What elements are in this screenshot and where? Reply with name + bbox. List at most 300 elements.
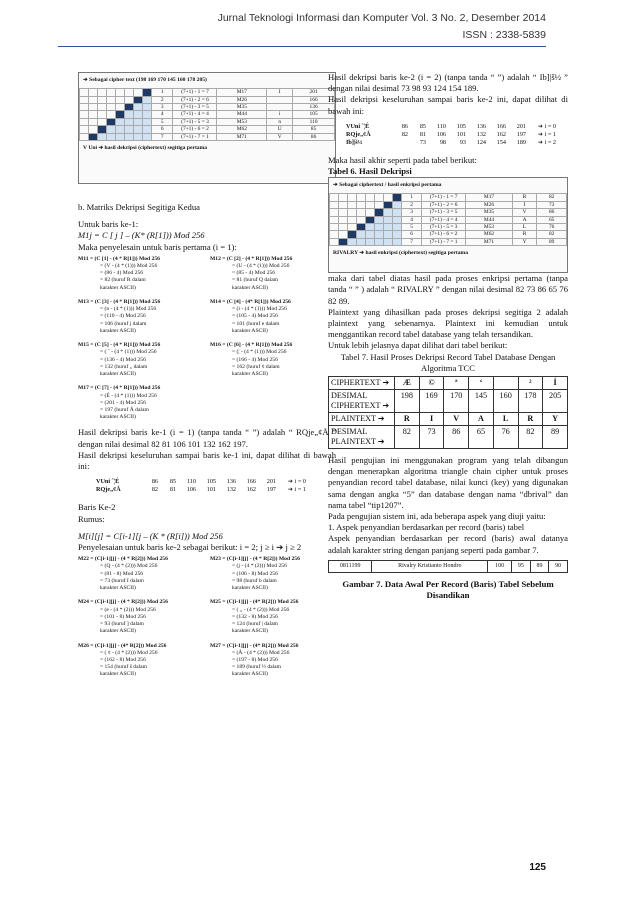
- grid-cell: [384, 194, 393, 201]
- equation-line: karakter ASCII): [100, 671, 136, 678]
- grid-cell: [98, 111, 107, 118]
- grid-cell: [357, 231, 366, 238]
- grid-cell: [393, 209, 402, 216]
- paragraph-plaintext: Plaintext yang dihasilkan pada proses dekripsi segitiga 2 adalah plaintext yang sebenarnya. Plaintext ini kemudian untuk menggantikan record tabel database yang telah tersandikan.: [328, 306, 568, 340]
- grid-value: [267, 96, 293, 103]
- grid-value: (7+1) - 1 = 7: [422, 194, 466, 201]
- grid-cell: [348, 216, 357, 223]
- figure7-cell: 95: [512, 560, 531, 572]
- section-b-title: b. Matriks Dekripsi Segitiga Kedua: [78, 202, 200, 212]
- grid-value: U: [267, 126, 293, 133]
- table7-header: DESIMAL PLAINTEXT ➔: [329, 426, 395, 449]
- grid-cell: [80, 111, 89, 118]
- figure-bottom-note: RIVALRY ➔ hasil enkripsi (ciphertext) segitiga pertama: [333, 250, 469, 257]
- figure-grid-row: [80, 133, 335, 140]
- grid-cell: [134, 126, 143, 133]
- equation-line: = (86 - 4) Mod 256: [100, 270, 144, 277]
- table7-cell: 86: [444, 426, 469, 449]
- grid-value: M35: [217, 104, 267, 111]
- grid-cell: [134, 133, 143, 140]
- result-row: [346, 139, 568, 147]
- grid-cell: [357, 224, 366, 231]
- equation-line: = (101 - 8) Mod 256: [100, 613, 146, 620]
- rumus-label: Rumus:: [78, 513, 105, 524]
- paragraph-overall-row1: Hasil dekripsi keseluruhan sampai baris ke-1 ini, dapat dilihat di bawah ini:: [78, 449, 336, 472]
- grid-cell: [98, 133, 107, 140]
- equation-line: M27 = (C[i-1][j] - (4* R[2])) Mod 256: [210, 642, 299, 649]
- grid-value: M62: [466, 231, 513, 238]
- table7-cell: A: [469, 413, 494, 426]
- grid-value: 105: [293, 111, 335, 118]
- equation-line: [210, 385, 336, 392]
- grid-value: 5: [402, 224, 422, 231]
- equation-line: karakter ASCII): [232, 671, 268, 678]
- equation-line: karakter ASCII): [100, 628, 136, 635]
- result-value: 106: [186, 486, 196, 494]
- grid-cell: [330, 216, 339, 223]
- grid-cell: [89, 96, 98, 103]
- grid-cell: [125, 96, 134, 103]
- equations-row1: [78, 256, 336, 422]
- grid-cell: [125, 118, 134, 125]
- result-value: 132: [476, 130, 486, 138]
- table7-cell: 160: [493, 390, 518, 413]
- equation-line: = ( ˆ - (4 * (1))) Mod 256: [100, 349, 157, 356]
- left-column: [78, 72, 336, 685]
- figure7-caption: Gambar 7. Data Awal Per Record (Baris) Tabel Sebelum Disandikan: [342, 578, 554, 601]
- paragraph-aspects: Pada pengujian sistem ini, ada beberapa aspek yang diuji yaitu:: [328, 511, 546, 522]
- table7-cell: 82: [518, 426, 543, 449]
- grid-value: Y: [512, 238, 536, 245]
- page-number: 125: [529, 862, 546, 873]
- equation-line: = 81 (huruf Q dalam: [232, 277, 279, 284]
- grid-value: 85: [293, 126, 335, 133]
- equations-row2: [78, 556, 336, 678]
- result-value: 201: [516, 122, 526, 130]
- paragraph-final: Maka hasil akhir seperti pada tabel berikut:: [328, 154, 477, 165]
- figure-top-note: ➔ Sebagai cipher text (198 169 170 145 160 178 205): [83, 77, 207, 83]
- table7-cell: 178: [518, 390, 543, 413]
- figure-grid-row: [80, 111, 335, 118]
- equation-line: = 82 (huruf R dalam: [100, 277, 146, 284]
- grid-cell: [393, 224, 402, 231]
- grid-cell: [125, 89, 134, 96]
- figure-grid: [79, 88, 335, 141]
- grid-value: n: [267, 118, 293, 125]
- figure7-cell: 90: [549, 560, 568, 572]
- table7-cell: Y: [543, 413, 568, 426]
- grid-cell: [80, 118, 89, 125]
- grid-cell: [107, 89, 116, 96]
- equation-line: = 106 (huruf j dalam: [100, 320, 147, 327]
- figure-grid-row: [80, 118, 335, 125]
- equation-line: karakter ASCII): [100, 327, 136, 334]
- grid-value: M71: [466, 238, 513, 245]
- grid-value: (7+1) - 6 = 2: [173, 126, 217, 133]
- grid-cell: [348, 224, 357, 231]
- figure-grid-row: [330, 201, 567, 208]
- grid-cell: [143, 111, 152, 118]
- grid-cell: [134, 89, 143, 96]
- equation-line: karakter ASCII): [232, 584, 268, 591]
- grid-cell: [339, 209, 348, 216]
- grid-cell: [134, 104, 143, 111]
- grid-cell: [348, 238, 357, 245]
- result-value: 124: [476, 138, 486, 146]
- table7-cell: ª: [444, 377, 469, 390]
- equation-line: = 132 (huruf „ dalam: [100, 363, 148, 370]
- equation-line: M16 = (C [6] - (4 * R[1])) Mod 256: [210, 342, 293, 349]
- equation-line: = (j - (4 * (2))) Mod 256: [232, 563, 287, 570]
- result-value: 98: [439, 138, 446, 146]
- equation-line: = (201 - 4) Mod 256: [100, 399, 146, 406]
- result-label: VUni ˆ¦É: [346, 122, 370, 130]
- grid-value: 86: [293, 133, 335, 140]
- grid-cell: [393, 231, 402, 238]
- grid-value: 2: [152, 96, 173, 103]
- figure-grid-row: [330, 231, 567, 238]
- result-value: 86: [151, 478, 158, 486]
- grid-cell: [116, 111, 125, 118]
- grid-value: 3: [152, 104, 173, 111]
- result-label: RQje„¢Å: [96, 486, 121, 494]
- header-rule: [58, 46, 546, 47]
- page-header: [218, 10, 546, 44]
- paragraph-aspect-detail: Aspek penyandian berdasarkan per record (baris) awal datanya adalah karakter string dengan panjang seperti pada gambar 7.: [328, 533, 568, 555]
- table7-cell: 65: [469, 426, 494, 449]
- grid-cell: [80, 133, 89, 140]
- grid-value: M26: [217, 96, 267, 103]
- grid-cell: [143, 118, 152, 125]
- figure-grid-row: [80, 104, 335, 111]
- grid-value: 6: [402, 231, 422, 238]
- figure-grid-row: [330, 209, 567, 216]
- equation-line: [210, 378, 336, 385]
- grid-cell: [89, 89, 98, 96]
- grid-cell: [375, 194, 384, 201]
- equation-line: karakter ASCII): [100, 284, 136, 291]
- table7-cell: [493, 377, 518, 390]
- grid-cell: [393, 194, 402, 201]
- grid-value: L: [512, 224, 536, 231]
- grid-cell: [134, 111, 143, 118]
- result-row: [96, 486, 336, 494]
- grid-cell: [339, 224, 348, 231]
- table7-cell: I: [419, 413, 444, 426]
- grid-cell: [366, 231, 375, 238]
- grid-cell: [134, 118, 143, 125]
- grid-cell: [125, 126, 134, 133]
- grid-value: 201: [293, 89, 335, 96]
- equation-line: karakter ASCII): [100, 584, 136, 591]
- result-value: 197: [516, 130, 526, 138]
- grid-value: (7+1) - 3 = 5: [422, 209, 466, 216]
- equation-line: = (Å - (4 * (2))) Mod 256: [232, 649, 290, 656]
- table7-row: [329, 377, 568, 390]
- intro-2: Penyelesaian untuk baris ke-2 sebagai berikut: i = 2; j ≥ i ➔ j ≥ 2: [78, 541, 302, 552]
- equation-line: = ( „ - (4 * (2))) Mod 256: [232, 606, 290, 613]
- grid-cell: [330, 231, 339, 238]
- grid-cell: [357, 216, 366, 223]
- table7: [328, 376, 568, 449]
- grid-cell: [80, 126, 89, 133]
- figure-grid: [329, 193, 567, 246]
- journal-title: Jurnal Teknologi Informasi dan Komputer Vol. 3 No. 2, Desember 2014: [217, 12, 546, 24]
- grid-cell: [116, 96, 125, 103]
- grid-cell: [339, 216, 348, 223]
- grid-value: 136: [293, 104, 335, 111]
- result-value: 81: [169, 486, 176, 494]
- paragraph-result-row1: Hasil dekripsi baris ke-1 (i = 1) (tanpa tanda “ ”) adalah “ RQje„¢Å ” dengan nilai desimal 82 81 106 101 132 162 197.: [78, 427, 336, 449]
- grid-value: V: [267, 133, 293, 140]
- equation-line: = (U - (4 * (1))) Mod 256: [232, 263, 290, 270]
- paragraph-testing: Hasil pengujian ini menggunakan program yang telah dibangun dengan menerapkan algoritma triangle chain cipher untuk proses penyandian record tabel database, nilai kunci (key) yang digunakan sama dengan angka “5” dan database dengan nama “dbrival” dan nama tabel “tip1207”.: [328, 455, 568, 510]
- grid-cell: [357, 201, 366, 208]
- grid-cell: [89, 111, 98, 118]
- formula-1: M1j = C [ j ] – (K* (R[1])) Mod 256: [78, 230, 205, 241]
- result-value: 132: [226, 486, 236, 494]
- grid-cell: [98, 126, 107, 133]
- grid-value: 1: [402, 194, 422, 201]
- grid-cell: [348, 209, 357, 216]
- grid-cell: [393, 216, 402, 223]
- equation-line: karakter ASCII): [100, 414, 136, 421]
- equation-line: M12 = (C [2] - (4 * R[1])) Mod 256: [210, 255, 293, 262]
- grid-cell: [98, 104, 107, 111]
- grid-value: A: [512, 216, 536, 223]
- grid-cell: [143, 96, 152, 103]
- grid-cell: [107, 118, 116, 125]
- grid-cell: [80, 104, 89, 111]
- result-value: 136: [476, 122, 486, 130]
- equation-line: = (81 - 8) Mod 256: [100, 570, 144, 577]
- table7-cell: 73: [419, 426, 444, 449]
- grid-cell: [116, 118, 125, 125]
- result-value: 162: [496, 130, 506, 138]
- figure7-cell: 100: [488, 560, 512, 572]
- row2-label: Baris Ke-2: [78, 502, 116, 513]
- grid-value: (7+1) - 5 = 3: [422, 224, 466, 231]
- grid-cell: [348, 231, 357, 238]
- grid-value: 82: [537, 231, 567, 238]
- equation-line: [210, 635, 336, 642]
- result-table-row2: [346, 123, 568, 147]
- equation-line: M22 = (C[i-1][j] - (4 * R[2])) Mod 256: [78, 556, 168, 563]
- grid-value: M71: [217, 133, 267, 140]
- issn: ISSN : 2338-5839: [462, 29, 546, 41]
- grid-value: M26: [466, 201, 513, 208]
- grid-value: (7+1) - 7 = 1: [422, 238, 466, 245]
- result-row: [346, 131, 568, 139]
- grid-cell: [116, 126, 125, 133]
- grid-cell: [357, 238, 366, 245]
- grid-cell: [116, 104, 125, 111]
- grid-cell: [366, 224, 375, 231]
- result-table-row1: [96, 478, 336, 494]
- equation-line: M11 = (C [1] - (4 * R[1])) Mod 256: [78, 255, 160, 262]
- equation-line: M26 = (C[i-1][j] - (4* R[2])) Mod 256: [78, 642, 167, 649]
- equation-line: karakter ASCII): [232, 628, 268, 635]
- grid-cell: [393, 201, 402, 208]
- grid-cell: [89, 133, 98, 140]
- result-value: 162: [246, 486, 256, 494]
- grid-cell: [143, 133, 152, 140]
- table7-cell: V: [444, 413, 469, 426]
- equation-line: = (e - (4 * (2))) Mod 256: [100, 606, 156, 613]
- grid-value: 86: [537, 209, 567, 216]
- grid-value: 166: [293, 96, 335, 103]
- equation-line: = (106 - 8) Mod 256: [232, 570, 278, 577]
- grid-value: 73: [537, 201, 567, 208]
- result-value: 166: [496, 122, 506, 130]
- grid-cell: [393, 238, 402, 245]
- grid-value: 89: [537, 238, 567, 245]
- grid-value: (7+1) - 2 = 6: [173, 96, 217, 103]
- result-value: 82: [151, 486, 158, 494]
- grid-value: R: [512, 231, 536, 238]
- grid-cell: [384, 209, 393, 216]
- grid-cell: [348, 194, 357, 201]
- result-value: ➔ i = 0: [537, 122, 556, 130]
- table7-row: [329, 426, 568, 449]
- grid-value: M17: [217, 89, 267, 96]
- grid-cell: [366, 201, 375, 208]
- figure7-cell: 89: [530, 560, 549, 572]
- grid-value: 5: [152, 118, 173, 125]
- figure-grid-row: [80, 96, 335, 103]
- paragraph-see-table: Untuk lebih jelasnya dapat dilihat dari tabel berikut:: [328, 340, 508, 351]
- result-value: 189: [516, 138, 526, 146]
- result-value: 85: [169, 478, 176, 486]
- grid-value: 3: [402, 209, 422, 216]
- intro-1: Maka penyelesain untuk baris pertama (i = 1):: [78, 241, 237, 252]
- table7-cell: 169: [419, 390, 444, 413]
- grid-cell: [143, 126, 152, 133]
- table7-cell: 82: [395, 426, 420, 449]
- figure7-table: [328, 560, 568, 573]
- result-value: 106: [436, 130, 446, 138]
- equation-line: M17 = (C [7] - (4 * R[1])) Mod 256: [78, 385, 161, 392]
- grid-cell: [339, 201, 348, 208]
- equation-line: karakter ASCII): [232, 371, 268, 378]
- equation-line: = (i - (4 * (1))) Mod 256: [232, 306, 287, 313]
- grid-cell: [357, 194, 366, 201]
- grid-cell: [330, 238, 339, 245]
- grid-value: (7+1) - 1 = 7: [173, 89, 217, 96]
- grid-value: I: [512, 201, 536, 208]
- equation-line: M23 = (C[i-1][j] - (4 * R[2])) Mod 256: [210, 556, 300, 563]
- equation-line: = (136 - 4) Mod 256: [100, 356, 146, 363]
- grid-cell: [384, 216, 393, 223]
- table7-cell: ²: [518, 377, 543, 390]
- table7-cell: 198: [395, 390, 420, 413]
- grid-cell: [357, 209, 366, 216]
- grid-value: 1: [152, 89, 173, 96]
- grid-value: M35: [466, 209, 513, 216]
- grid-value: M62: [217, 126, 267, 133]
- grid-cell: [339, 238, 348, 245]
- result-value: 136: [226, 478, 236, 486]
- grid-cell: [375, 238, 384, 245]
- result-value: 73: [419, 138, 426, 146]
- grid-cell: [366, 238, 375, 245]
- table7-cell: ©: [419, 377, 444, 390]
- grid-value: (7+1) - 4 = 4: [422, 216, 466, 223]
- equation-line: karakter ASCII): [100, 371, 136, 378]
- table7-row: [329, 413, 568, 426]
- equation-line: = (¦ - (4 * (1))) Mod 256: [232, 349, 287, 356]
- grid-cell: [89, 118, 98, 125]
- figure-grid-row: [330, 238, 567, 245]
- grid-cell: [366, 216, 375, 223]
- table7-cell: R: [518, 413, 543, 426]
- grid-cell: [89, 126, 98, 133]
- grid-cell: [107, 133, 116, 140]
- table7-cell: 76: [493, 426, 518, 449]
- figure-grid-row: [330, 224, 567, 231]
- table7-header: DESIMAL CIPHERTEXT ➔: [329, 390, 395, 413]
- result-value: 197: [266, 486, 276, 494]
- grid-value: i: [267, 111, 293, 118]
- grid-cell: [98, 89, 107, 96]
- result-label: VUni ˆ¦É: [96, 478, 120, 486]
- equation-line: [210, 407, 336, 414]
- grid-cell: [143, 89, 152, 96]
- grid-cell: [384, 238, 393, 245]
- table7-cell: 205: [543, 390, 568, 413]
- grid-value: M53: [217, 118, 267, 125]
- grid-value: M53: [466, 224, 513, 231]
- grid-cell: [330, 224, 339, 231]
- table7-header: CIPHERTEXT ➔: [329, 377, 395, 390]
- grid-cell: [375, 224, 384, 231]
- grid-cell: [89, 104, 98, 111]
- equation-line: M13 = (C [3] - (4 * R[1])) Mod 256: [78, 299, 161, 306]
- result-value: 101: [206, 486, 216, 494]
- grid-value: 6: [152, 126, 173, 133]
- grid-value: (7+1) - 6 = 2: [422, 231, 466, 238]
- equation-line: = (V - (4 * (1))) Mod 256: [100, 263, 158, 270]
- grid-cell: [384, 224, 393, 231]
- equation-line: karakter ASCII): [232, 284, 268, 291]
- paragraph-rivalry: maka dari tabel diatas hasil pada proses enkripsi pertama (tanpa tanda “ ” ) adalah “ RIVALRY ” dengan nilai desimal 82 73 86 65 76 82 89.: [328, 273, 568, 306]
- figure-grid-row: [330, 194, 567, 201]
- grid-cell: [125, 104, 134, 111]
- right-column: [328, 72, 568, 601]
- equation-line: = 101 (huruf e dalam: [232, 320, 280, 327]
- table7-header: PLAINTEXT ➔: [329, 413, 395, 426]
- formula-2: M[i][j] = C[i-1][j – (K * (R[i])) Mod 256: [78, 530, 223, 541]
- grid-value: 2: [402, 201, 422, 208]
- result-value: ➔ i = 1: [537, 130, 556, 138]
- equation-line: = (162 - 8) Mod 256: [100, 656, 146, 663]
- result-value: 82: [401, 130, 408, 138]
- grid-cell: [375, 216, 384, 223]
- grid-value: 7: [152, 133, 173, 140]
- result-value: ➔ i = 0: [287, 478, 306, 486]
- grid-value: 4: [402, 216, 422, 223]
- table7-cell: 145: [469, 390, 494, 413]
- grid-value: (7+1) - 5 = 3: [173, 118, 217, 125]
- result-value: 110: [436, 122, 446, 130]
- grid-cell: [80, 96, 89, 103]
- grid-value: M44: [217, 111, 267, 118]
- grid-value: [267, 104, 293, 111]
- equation-line: = (110 - 4) Mod 256: [100, 313, 146, 320]
- grid-cell: [375, 209, 384, 216]
- result-row: [346, 123, 568, 131]
- table7-cell: R: [395, 413, 420, 426]
